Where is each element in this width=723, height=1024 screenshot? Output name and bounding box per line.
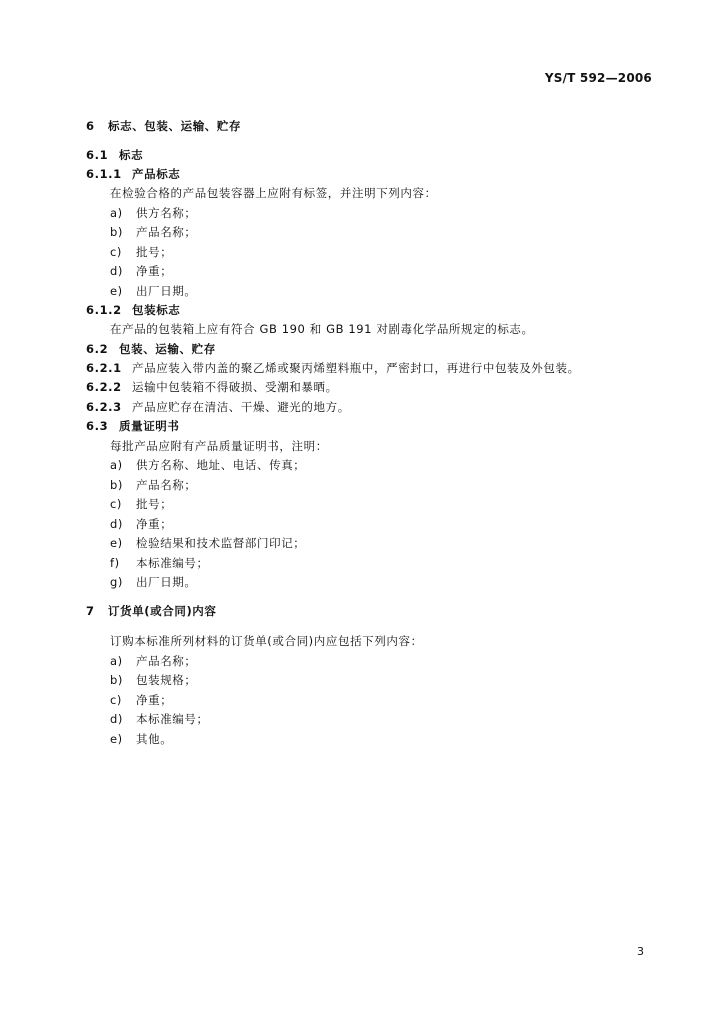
list-marker: a)	[110, 458, 123, 472]
list-item	[110, 263, 172, 279]
section-title: 标志、包装、运输、贮存	[108, 119, 242, 133]
list-item	[110, 496, 172, 512]
list-marker: a)	[110, 654, 123, 668]
list-marker: a)	[110, 206, 123, 220]
list-marker: f)	[110, 556, 120, 570]
list-item	[110, 692, 172, 708]
list-marker: d)	[110, 264, 123, 278]
list-marker: b)	[110, 673, 123, 687]
section-number: 6.2.1	[86, 361, 122, 375]
section-title: 包装、运输、贮存	[119, 342, 216, 356]
list-item	[110, 477, 197, 493]
section-6-2-2	[86, 379, 338, 395]
list-text: 产品名称；	[136, 225, 197, 239]
list-marker: e)	[110, 732, 123, 746]
page-number: 3	[637, 945, 644, 958]
section-6-1-2-text: 在产品的包装箱上应有符合 GB 190 和 GB 191 对剧毒化学品所规定的标志。	[110, 322, 534, 336]
section-title: 质量证明书	[119, 419, 180, 433]
list-marker: e)	[110, 284, 123, 298]
list-marker: b)	[110, 225, 123, 239]
section-6-2-heading	[86, 341, 216, 357]
list-text: 本标准编号；	[136, 556, 209, 570]
section-number: 6.3	[86, 419, 109, 433]
list-item	[110, 224, 197, 240]
list-text: 出厂日期。	[136, 575, 197, 589]
section-6-1-heading	[86, 147, 143, 163]
section-title: 包装标志	[132, 303, 181, 317]
list-marker: b)	[110, 478, 123, 492]
list-item	[110, 516, 172, 532]
section-number: 6	[86, 119, 95, 133]
list-marker: c)	[110, 693, 123, 707]
section-6-heading	[86, 118, 241, 134]
standard-code: YS/T 592—2006	[544, 71, 652, 85]
list-text: 批号；	[136, 497, 173, 511]
section-6-1-1-heading	[86, 166, 180, 182]
section-title: 产品标志	[132, 167, 181, 181]
section-text: 产品应装入带内盖的聚乙烯或聚丙烯塑料瓶中，严密封口，再进行中包装及外包装。	[132, 361, 580, 375]
section-6-3-heading	[86, 418, 180, 434]
list-text: 净重；	[136, 264, 173, 278]
list-item	[110, 244, 172, 260]
section-number: 6.1.2	[86, 303, 122, 317]
list-item	[110, 653, 197, 669]
section-number: 6.1.1	[86, 167, 122, 181]
section-number: 6.2.2	[86, 380, 122, 394]
section-title: 标志	[119, 148, 144, 162]
section-6-2-3	[86, 399, 350, 415]
list-item	[110, 555, 209, 571]
list-item	[110, 731, 172, 747]
section-6-2-1	[86, 360, 580, 376]
list-text: 包装规格；	[136, 673, 197, 687]
list-marker: d)	[110, 517, 123, 531]
list-marker: d)	[110, 712, 123, 726]
list-text: 本标准编号；	[136, 712, 209, 726]
list-marker: c)	[110, 245, 123, 259]
list-item	[110, 205, 197, 221]
section-text: 产品应贮存在清洁、干燥、避光的地方。	[132, 400, 350, 414]
section-6-3-intro: 每批产品应附有产品质量证明书，注明：	[110, 439, 328, 453]
list-item	[110, 574, 197, 590]
section-6-1-2-heading	[86, 302, 180, 318]
section-6-1-1-intro: 在检验合格的产品包装容器上应附有标签，并注明下列内容：	[110, 186, 437, 200]
list-marker: c)	[110, 497, 123, 511]
section-number: 6.2	[86, 342, 109, 356]
list-text: 产品名称；	[136, 478, 197, 492]
list-item	[110, 711, 209, 727]
list-item	[110, 535, 305, 551]
list-text: 其他。	[136, 732, 173, 746]
section-number: 7	[86, 604, 95, 618]
list-text: 净重；	[136, 693, 173, 707]
list-item	[110, 457, 305, 473]
section-7-intro: 订购本标准所列材料的订货单(或合同)内应包括下列内容：	[110, 634, 423, 648]
list-text: 检验结果和技术监督部门印记；	[136, 536, 306, 550]
list-text: 供方名称、地址、电话、传真；	[136, 458, 306, 472]
list-text: 供方名称；	[136, 206, 197, 220]
list-marker: e)	[110, 536, 123, 550]
section-7-heading	[86, 603, 217, 619]
section-number: 6.2.3	[86, 400, 122, 414]
list-text: 净重；	[136, 517, 173, 531]
list-text: 产品名称；	[136, 654, 197, 668]
section-title: 订货单(或合同)内容	[108, 604, 217, 618]
list-item	[110, 283, 197, 299]
section-text: 运输中包装箱不得破损、受潮和暴晒。	[132, 380, 338, 394]
list-item	[110, 672, 197, 688]
section-number: 6.1	[86, 148, 109, 162]
list-marker: g)	[110, 575, 123, 589]
list-text: 批号；	[136, 245, 173, 259]
list-text: 出厂日期。	[136, 284, 197, 298]
